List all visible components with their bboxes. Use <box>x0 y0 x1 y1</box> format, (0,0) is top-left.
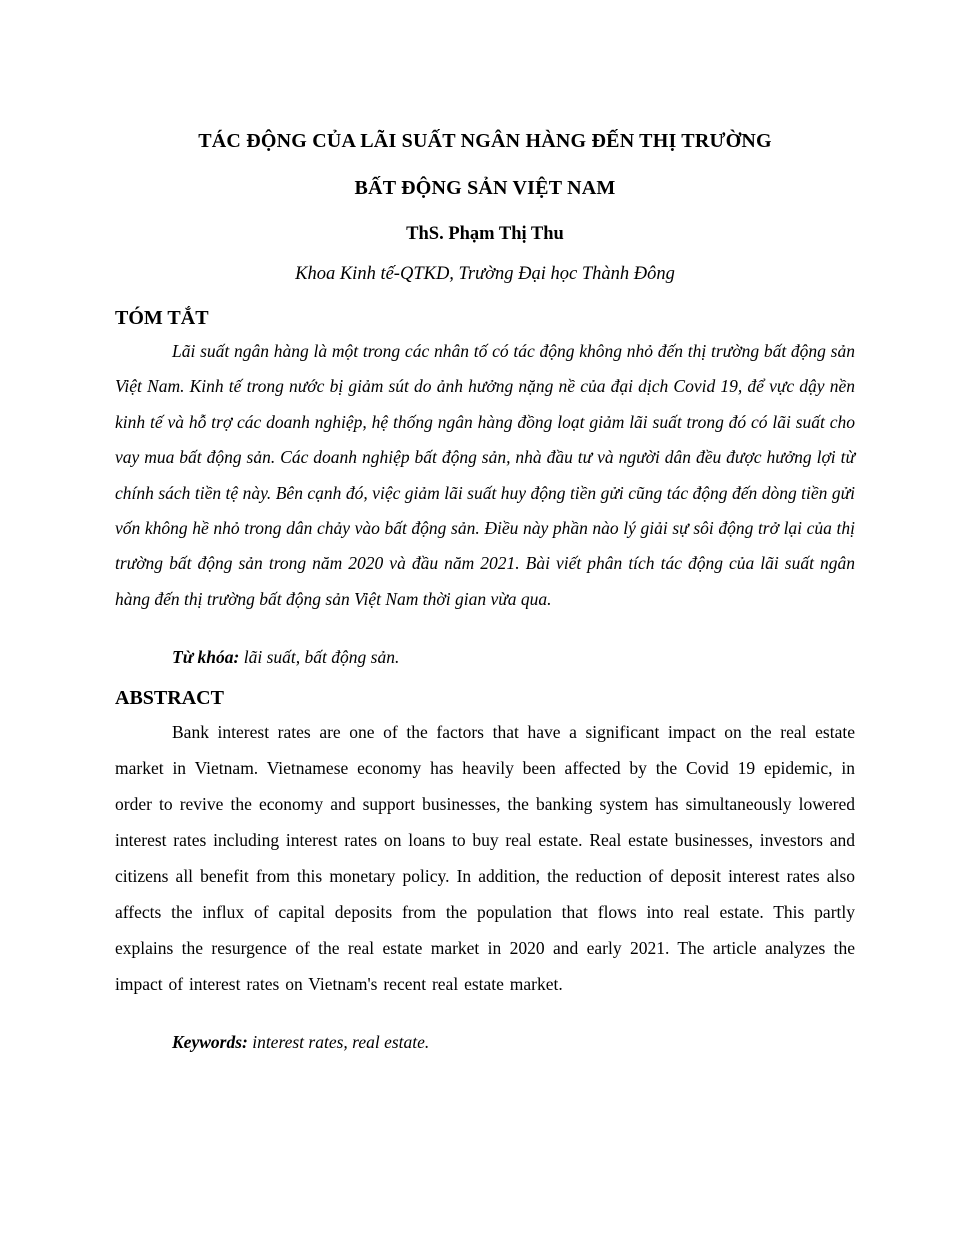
paper-title-line-2: BẤT ĐỘNG SẢN VIỆT NAM <box>354 177 616 199</box>
tu-khoa-label: Từ khóa: <box>172 647 240 668</box>
tu-khoa-text: lãi suất, bất động sản. <box>239 647 400 668</box>
keywords-line <box>115 1029 855 1055</box>
author-name: ThS. Phạm Thị Thu <box>406 224 564 244</box>
keywords-text: interest rates, real estate. <box>247 1032 430 1053</box>
author-affiliation: Khoa Kinh tế-QTKD, Trường Đại học Thành Đông <box>295 264 675 284</box>
tom-tat-body: Lãi suất ngân hàng là một trong các nhân tố có tác động không nhỏ đến thị trường bất động sản Việt Nam. Kinh tế trong nước bị giảm sút do ảnh hưởng nặng nề của đại dịch Covid 19, để vực dậy nền kinh tế và hỗ trợ các doanh nghiệp, hệ thống ngân hàng đồng loạt giảm lãi suất trong đó có lãi suất cho vay mua bất động sản. Các doanh nghiệp bất động sản, nhà đầu tư và người dân đều được hưởng lợi từ chính sách tiền tệ này. Bên cạnh đó, việc giảm lãi suất huy động tiền gửi cũng tác động đến dòng tiền gửi vốn không hề nhỏ trong dân chảy vào bất động sản. Điều này phần nào lý giải sự sôi động trở lại của thị trường bất động sản trong năm 2020 và đầu năm 2021. Bài viết phân tích tác động của lãi suất ngân hàng đến thị trường bất động sản Việt Nam thời gian vừa qua. <box>115 341 855 609</box>
keywords-label: Keywords: <box>172 1032 248 1053</box>
abstract-body: Bank interest rates are one of the factors that have a significant impact on the real estate market in Vietnam. Vietnamese economy has heavily been affected by the Covid 19 epidemic, in order to revive the economy and support businesses, the banking system has simultaneously lowered interest rates including interest rates on loans to buy real estate. Real estate businesses, investors and citizens all benefit from this monetary policy. In addition, the reduction of deposit interest rates also affects the influx of capital deposits from the population that flows into real estate. This partly explains the resurgence of the real estate market in 2020 and early 2021. The article analyzes the impact of interest rates on Vietnam's recent real estate market. <box>115 722 855 995</box>
tu-khoa-line <box>115 644 855 670</box>
paper-title-line-1: TÁC ĐỘNG CỦA LÃI SUẤT NGÂN HÀNG ĐẾN THỊ TRƯỜNG <box>198 130 772 152</box>
abstract-heading: ABSTRACT <box>115 687 224 710</box>
tom-tat-heading: TÓM TẮT <box>115 307 209 329</box>
